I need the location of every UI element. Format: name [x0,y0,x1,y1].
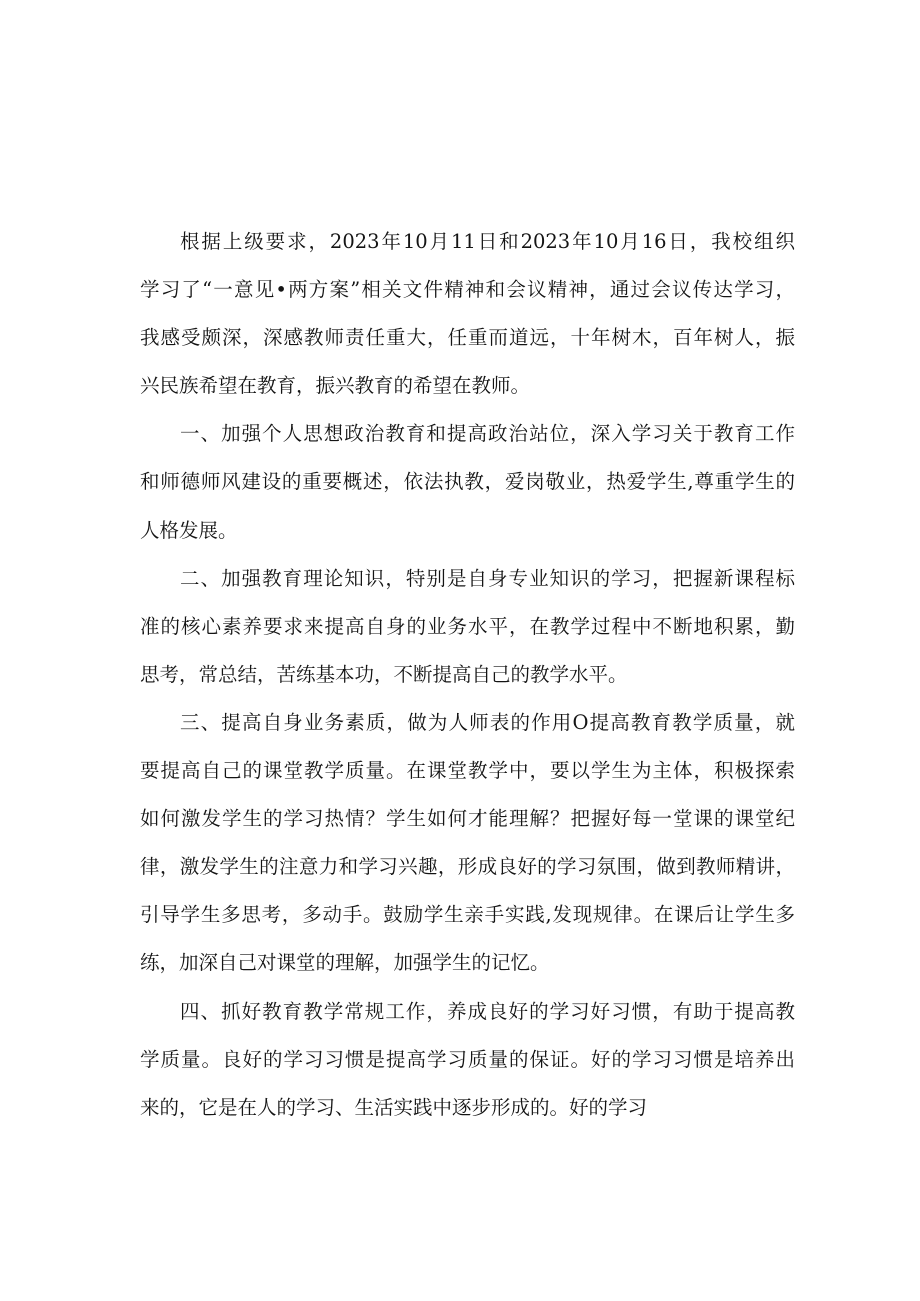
paragraph-line: 二、加强教育理论知识，特别是自身专业知识的学习，把握新课程标 [180,566,795,590]
paragraph-line: 来的，它是在人的学习、生活实践中逐步形成的。好的学习 [140,1095,648,1119]
paragraph-line: 律，激发学生的注意力和学习兴趣，形成良好的学习氛围，做到教师精讲， [140,855,795,879]
paragraph-point-1 [140,410,795,554]
document-body [140,218,795,1132]
paragraph-line: 根据上级要求，2023年10月11日和2023年10月16日，我校组织 [180,230,795,253]
paragraph-line: 要提高自己的课堂教学质量。在课堂教学中，要以学生为主体，积极探索 [140,759,795,783]
paragraph-line: 练，加深自己对课堂的理解，加强学生的记忆。 [140,951,550,975]
paragraph-point-4 [140,988,795,1132]
paragraph-line: 思考，常总结，苦练基本功，不断提高自己的教学水平。 [140,662,628,686]
paragraph-line: 一、加强个人思想政治教育和提高政治站位，深入学习关于教育工作 [180,422,795,446]
paragraph-line: 和师德师风建设的重要概述，依法执教，爱岗敬业，热爱学生,尊重学生的 [140,470,795,494]
paragraph-line: 我感受颇深，深感教师责任重大，任重而道远，十年树木，百年树人，振 [140,326,795,350]
paragraph-line: 学习了“一意见•两方案”相关文件精神和会议精神，通过会议传达学习， [140,278,795,302]
paragraph-line: 如何激发学生的学习热情？学生如何才能理解？把握好每一堂课的课堂纪 [140,807,795,831]
paragraph-line: 兴民族希望在教育，振兴教育的希望在教师。 [140,374,531,398]
paragraph-point-2 [140,555,795,699]
paragraph-point-3 [140,699,795,988]
paragraph-line: 人格发展。 [140,518,238,542]
paragraph-line: 引导学生多思考，多动手。鼓励学生亲手实践,发现规律。在课后让学生多 [140,903,795,927]
paragraph-intro [140,218,795,410]
paragraph-line: 四、抓好教育教学常规工作，养成良好的学习好习惯，有助于提高教 [180,999,795,1023]
paragraph-line: 学质量。良好的学习习惯是提高学习质量的保证。好的学习习惯是培养出 [140,1047,795,1071]
paragraph-line: 三、提高自身业务素质，做为人师表的作用O提高教育教学质量，就 [180,710,795,734]
paragraph-line: 准的核心素养要求来提高自身的业务水平，在教学过程中不断地积累，勤 [140,614,795,638]
